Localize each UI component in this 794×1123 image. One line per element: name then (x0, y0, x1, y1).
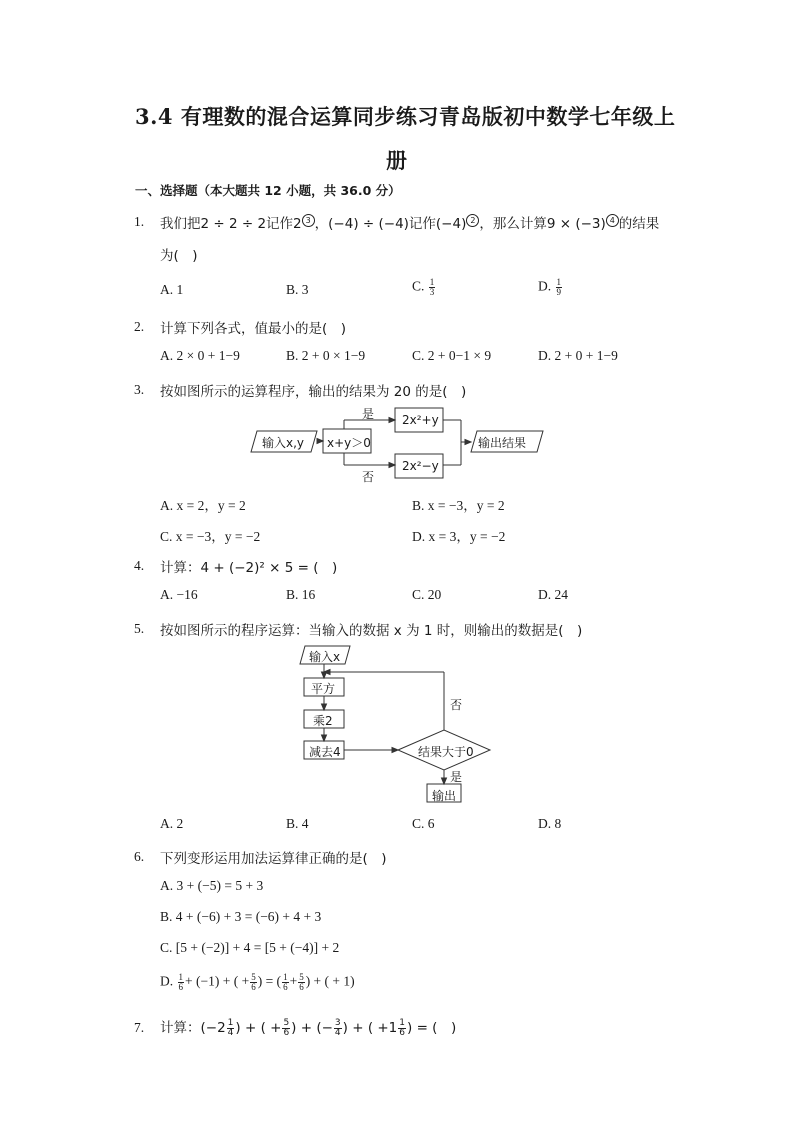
fraction: $\frac{3}{4}$ (334, 1017, 341, 1038)
fraction: $\frac{1}{3}$ (429, 277, 435, 297)
flow-yes-label: 是 (450, 770, 463, 784)
option-d[interactable]: D. $\frac{1}{9}$ (538, 277, 561, 297)
section-heading: 一、选择题（本大题共 12 小题，共 36.0 分） (135, 183, 401, 198)
fraction: $\frac{5}{6}$ (283, 1017, 290, 1038)
flow-output-label: 输出 (432, 789, 457, 803)
option-b[interactable]: B. 4 (286, 816, 309, 831)
flow-input-label: 输入x,y (262, 436, 305, 450)
question-number: 5. (134, 621, 145, 636)
question-number: 4. (134, 558, 145, 573)
flow-yes-box-label: 2x²+y (402, 413, 439, 427)
flow-no-label: 否 (362, 470, 375, 484)
flow-step-multiply-label: 乘2 (313, 714, 333, 728)
question-6-text: 下列变形运用加法运算律正确的是( ) (160, 851, 387, 867)
option-a[interactable]: A. −16 (160, 587, 198, 602)
fraction: $\frac{1}{6}$ (399, 1017, 406, 1038)
option-b[interactable]: B. 16 (286, 587, 316, 602)
flow-step-square-label: 平方 (311, 682, 336, 696)
option-d[interactable]: D. 8 (538, 816, 562, 831)
option-c[interactable]: C. $\frac{1}{3}$ (412, 277, 435, 297)
question-number: 1. (134, 214, 145, 229)
question-number: 3. (134, 382, 145, 397)
option-a[interactable]: A. 1 (160, 282, 184, 297)
option-c[interactable]: C. [5 + (−2)] + 4 = [5 + (−4)] + 2 (160, 940, 340, 955)
option-a[interactable]: A. x = 2，y = 2 (160, 498, 246, 513)
question-number: 7. (134, 1020, 145, 1035)
option-c[interactable]: C. 2 + 0−1 × 9 (412, 348, 492, 363)
circle-number: 4 (606, 214, 619, 227)
option-b[interactable]: B. x = −3，y = 2 (412, 498, 505, 513)
fraction: $\frac{5}{6}$ (299, 972, 304, 992)
fraction: $\frac{1}{4}$ (227, 1017, 234, 1038)
option-c[interactable]: C. x = −3，y = −2 (160, 529, 261, 544)
flow-step-subtract-label: 减去4 (309, 745, 341, 759)
question-7-text: 计算：(−2 $\frac{1}{4}$ ) + ( + $\frac{5}{6}$ ) + (− $\frac{3}{4}$ ) + ( +1 $\frac{1}{6}$ ) = ( ) (160, 1017, 457, 1038)
question-1-text-cont: 为( ) (160, 248, 198, 264)
page-title-line1: 3.4 有理数的混合运算同步练习青岛版初中数学七年级上 (135, 104, 676, 129)
flow-no-box-label: 2x²−y (402, 459, 439, 473)
fraction: $\frac{1}{6}$ (283, 972, 288, 992)
option-a[interactable]: A. 2 (160, 816, 184, 831)
flow-output-label: 输出结果 (478, 436, 527, 450)
flow-input-label: 输入x (309, 650, 341, 664)
option-d[interactable]: D. x = 3，y = −2 (412, 529, 506, 544)
option-c[interactable]: C. 6 (412, 816, 435, 831)
option-a[interactable]: A. 3 + (−5) = 5 + 3 (160, 878, 264, 893)
option-c[interactable]: C. 20 (412, 587, 442, 602)
question-number: 2. (134, 319, 145, 334)
circle-number: 3 (302, 214, 315, 227)
flow-no-label: 否 (450, 698, 463, 712)
fraction: $\frac{1}{6}$ (178, 972, 183, 992)
question-1-text: 我们把2 ÷ 2 ÷ 2记作2 3 ，(−4) ÷ (−4)记作(−4) 2 ，那么计算9 × (−3) 4 的结果 (160, 215, 660, 232)
option-b[interactable]: B. 4 + (−6) + 3 = (−6) + 4 + 3 (160, 909, 322, 924)
fraction: $\frac{1}{9}$ (556, 277, 561, 297)
flow-yes-label: 是 (362, 407, 375, 421)
question-number: 6. (134, 849, 145, 864)
option-d[interactable]: D. 2 + 0 + 1−9 (538, 348, 618, 363)
option-d[interactable]: D. 24 (538, 587, 568, 602)
question-4-text: 计算：4 + (−2)² × 5 = ( ) (160, 560, 338, 576)
option-d[interactable]: D. $\frac{1}{6}$ + (−1) + ( + $\frac{5}{6}$ ) = ( $\frac{1}{6}$ + $\frac{5}{6}$ ) + ( + 1) (160, 972, 355, 992)
option-b[interactable]: B. 2 + 0 × 1−9 (286, 348, 366, 363)
question-3-text: 按如图所示的运算程序，输出的结果为 20 的是( ) (160, 384, 467, 400)
question-5-text: 按如图所示的程序运算：当输入的数据 x 为 1 时，则输出的数据是( ) (160, 623, 583, 639)
page-title-line2: 册 (386, 148, 408, 173)
question-2-text: 计算下列各式，值最小的是( ) (160, 321, 347, 337)
option-a[interactable]: A. 2 × 0 + 1−9 (160, 348, 240, 363)
flow-condition-label: x+y＞0 (327, 436, 371, 450)
option-b[interactable]: B. 3 (286, 282, 309, 297)
fraction: $\frac{5}{6}$ (251, 972, 256, 992)
circle-number: 2 (466, 214, 479, 227)
flow-condition-label: 结果大于0 (418, 745, 474, 759)
